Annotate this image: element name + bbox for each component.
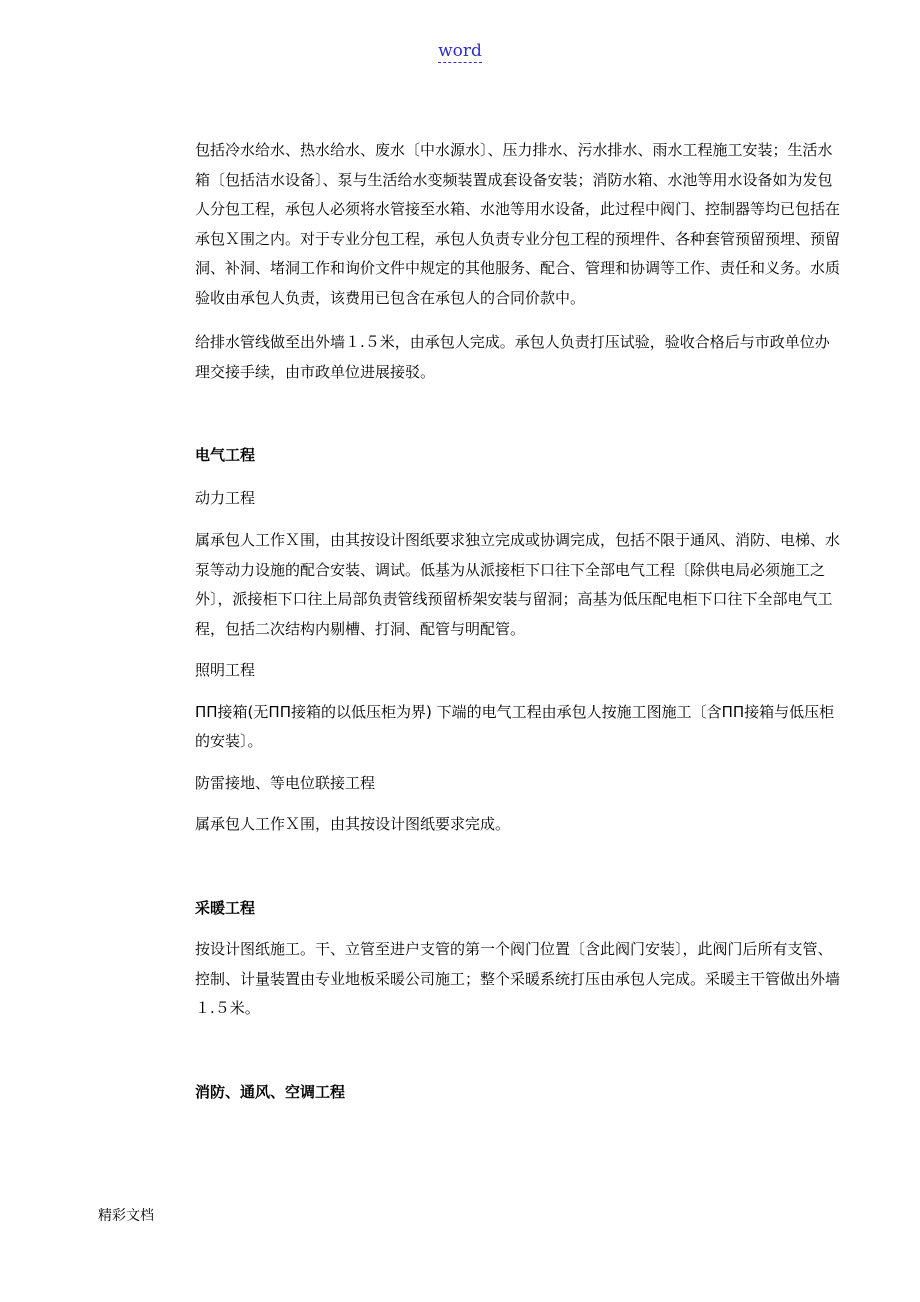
document-body [195,136,840,1107]
subheading-lightning-protection: 防雷接地、等电位联接工程 [195,773,376,792]
heading-fire-ventilation-ac: 消防、通风、空调工程 [195,1082,346,1101]
paragraph-power: 属承包人工作Ｘ围，由其按设计图纸要求独立完成或协调完成，包括不限于通风、消防、电梯、水泵等动力设施的配合安装、调试。低基为从派接柜下口往下全部电气工程〔除供电局必须施工之外〕，派接柜下口往上局部负责管线预留桥架安装与留洞；高基为低压配电柜下口往下全部电气工程，包括二次结构内剔槽、打洞、配管与明配管。 [195,531,841,638]
subheading-lighting: 照明工程 [195,661,256,679]
heading-electrical: 电气工程 [195,446,256,464]
paragraph-lighting: ΠΠ接箱(无ΠΠ接箱的以低压柜为界) 下端的电气工程由承包人按施工图施工〔含ΠΠ接箱与低压柜的安装〕。 [195,702,835,750]
footer-text: 精彩文档 [98,1208,154,1224]
paragraph-lightning-protection: 属承包人工作Ｘ围，由其按设计图纸要求完成。 [195,815,511,833]
header-word-link[interactable] [0,40,920,62]
subheading-power: 动力工程 [195,488,256,507]
paragraph-plumbing-scope: 包括冷水给水、热水给水、废水〔中水源水〕、压力排水、污水排水、雨水工程施工安装；生活水箱〔包括洁水设备〕、泵与生活给水变频装置成套设备安装；消防水箱、水池等用水设备如为发包人分包工程，承包人必须将水管接至水箱、水池等用水设备，此过程中阀门、控制器等均已包括在承包Ｘ围之内。对于专业分包工程，承包人负责专业分包工程的预埋件、各种套管预留预埋、预留洞、补洞、堵洞工作和询价文件中规定的其他服务、配合、管理和协调等工作、责任和义务。水质验收由承包人负责，该费用已包含在承包人的合同价款中。 [195,141,841,307]
heading-heating: 采暖工程 [195,898,256,917]
paragraph-drainage-pipeline: 给排水管线做至出外墙１.５米，由承包人完成。承包人负责打压试验，验收合格后与市政单位办理交接手续，由市政单位进展接驳。 [195,333,830,381]
header-link-text[interactable]: word [438,41,482,61]
paragraph-heating: 按设计图纸施工。干、立管至进户支管的第一个阀门位置〔含此阀门安装〕，此阀门后所有支管、控制、计量装置由专业地板采暖公司施工；整个采暖系统打压由承包人完成。采暖主干管做出外墙１.５米。 [195,940,841,1017]
